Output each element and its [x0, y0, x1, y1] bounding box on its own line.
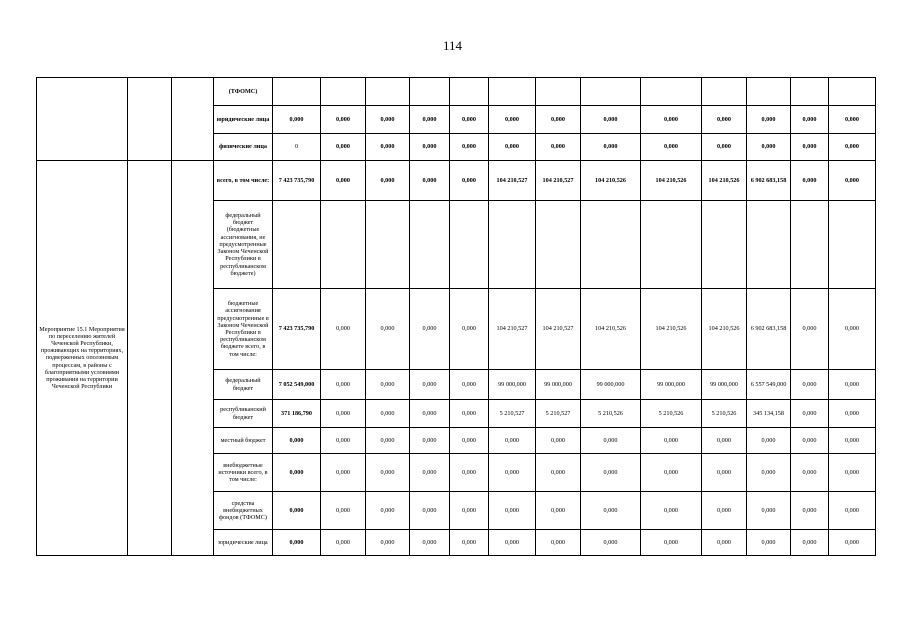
value-cell: [366, 201, 410, 289]
value-cell: 0,000: [536, 428, 581, 454]
value-cell: 7 052 549,000: [273, 370, 321, 400]
value-cell: 104 210,526: [641, 289, 702, 370]
value-cell: [450, 201, 489, 289]
value-cell: [321, 78, 366, 106]
value-cell: 0,000: [321, 400, 366, 428]
value-cell: 0,000: [702, 530, 747, 556]
value-cell: [321, 201, 366, 289]
value-cell: 0,000: [366, 106, 410, 134]
value-cell: 0,000: [450, 161, 489, 201]
value-cell: 0,000: [410, 106, 450, 134]
value-cell: [581, 201, 641, 289]
value-cell: 104 210,526: [702, 289, 747, 370]
value-cell: 0,000: [641, 106, 702, 134]
value-cell: 0,000: [489, 530, 536, 556]
value-cell: 104 210,527: [489, 289, 536, 370]
value-cell: 0,000: [581, 530, 641, 556]
value-cell: 5 210,527: [536, 400, 581, 428]
value-cell: 0,000: [410, 400, 450, 428]
value-cell: 0,000: [641, 428, 702, 454]
value-cell: 0,000: [581, 106, 641, 134]
value-cell: [450, 78, 489, 106]
table-row: [37, 161, 876, 201]
value-cell: 6 902 683,158: [747, 161, 791, 201]
value-cell: 99 000,000: [536, 370, 581, 400]
value-cell: [791, 78, 829, 106]
value-cell: 0,000: [829, 492, 876, 530]
value-cell: 0,000: [321, 161, 366, 201]
value-cell: 0,000: [366, 454, 410, 492]
value-cell: 0,000: [410, 161, 450, 201]
value-cell: [702, 201, 747, 289]
value-cell: 0,000: [450, 370, 489, 400]
value-cell: 0,000: [321, 454, 366, 492]
value-cell: 0,000: [536, 492, 581, 530]
value-cell: [410, 201, 450, 289]
value-cell: 371 186,790: [273, 400, 321, 428]
value-cell: 99 000,000: [489, 370, 536, 400]
value-cell: 0,000: [321, 428, 366, 454]
source-cell-empty: [172, 78, 214, 161]
value-cell: 0,000: [791, 289, 829, 370]
value-cell: [581, 78, 641, 106]
row-label: федеральный бюджет: [214, 370, 273, 400]
value-cell: [273, 201, 321, 289]
value-cell: 0,000: [791, 530, 829, 556]
value-cell: 345 134,158: [747, 400, 791, 428]
value-cell: 0,000: [450, 428, 489, 454]
value-cell: 6 557 549,000: [747, 370, 791, 400]
value-cell: 0,000: [581, 428, 641, 454]
row-label: республиканский бюджет: [214, 400, 273, 428]
value-cell: 104 210,527: [536, 161, 581, 201]
event-cell-empty: [37, 78, 128, 161]
value-cell: 0,000: [702, 454, 747, 492]
value-cell: [410, 78, 450, 106]
value-cell: 0,000: [747, 428, 791, 454]
page-number: 114: [442, 38, 463, 53]
value-cell: 0,000: [829, 428, 876, 454]
value-cell: 0,000: [273, 492, 321, 530]
value-cell: 0,000: [641, 454, 702, 492]
value-cell: 104 210,527: [489, 161, 536, 201]
value-cell: 0,000: [829, 161, 876, 201]
row-label: федеральный бюджет (бюджетные ассигнования, не предусмотренные Законом Чеченской Республики в республиканском бюджете): [214, 201, 273, 289]
value-cell: 0,000: [450, 400, 489, 428]
value-cell: 0,000: [410, 454, 450, 492]
row-label: средства внебюджетных фондов (ТФОМС): [214, 492, 273, 530]
value-cell: 0,000: [410, 492, 450, 530]
value-cell: 5 210,526: [641, 400, 702, 428]
value-cell: 0,000: [366, 400, 410, 428]
value-cell: 0,000: [829, 370, 876, 400]
row-label: (ТФОМС): [214, 78, 273, 106]
value-cell: [702, 78, 747, 106]
value-cell: 104 210,527: [536, 289, 581, 370]
value-cell: 0,000: [641, 492, 702, 530]
value-cell: 0,000: [321, 106, 366, 134]
value-cell: 0,000: [489, 454, 536, 492]
value-cell: 99 000,000: [581, 370, 641, 400]
value-cell: 104 210,526: [581, 289, 641, 370]
value-cell: [489, 78, 536, 106]
value-cell: 0,000: [410, 289, 450, 370]
value-cell: 0,000: [273, 530, 321, 556]
value-cell: 0,000: [321, 289, 366, 370]
value-cell: 5 210,527: [489, 400, 536, 428]
value-cell: [536, 201, 581, 289]
value-cell: 0,000: [702, 428, 747, 454]
value-cell: 0,000: [273, 428, 321, 454]
value-cell: 0,000: [321, 492, 366, 530]
value-cell: 0,000: [791, 106, 829, 134]
row-label: физические лица: [214, 134, 273, 161]
row-label: всего, в том числе:: [214, 161, 273, 201]
value-cell: 104 210,526: [641, 161, 702, 201]
value-cell: 0,000: [536, 530, 581, 556]
value-cell: 0,000: [791, 134, 829, 161]
value-cell: 0,000: [366, 492, 410, 530]
value-cell: 0,000: [791, 454, 829, 492]
value-cell: 0,000: [581, 454, 641, 492]
value-cell: 0,000: [536, 454, 581, 492]
value-cell: 6 902 683,158: [747, 289, 791, 370]
value-cell: 0,000: [450, 289, 489, 370]
value-cell: 0,000: [410, 530, 450, 556]
value-cell: 0,000: [366, 530, 410, 556]
value-cell: 0,000: [273, 106, 321, 134]
value-cell: 99 000,000: [641, 370, 702, 400]
value-cell: 0,000: [450, 492, 489, 530]
row-label: внебюджетные источники всего, в том числе:: [214, 454, 273, 492]
value-cell: 0,000: [489, 428, 536, 454]
value-cell: 7 423 735,790: [273, 161, 321, 201]
value-cell: 0,000: [747, 454, 791, 492]
value-cell: 0,000: [791, 370, 829, 400]
value-cell: [641, 78, 702, 106]
value-cell: [829, 78, 876, 106]
value-cell: 0,000: [641, 134, 702, 161]
value-cell: 0,000: [366, 134, 410, 161]
value-cell: 0,000: [829, 454, 876, 492]
value-cell: 0,000: [366, 370, 410, 400]
value-cell: 0,000: [450, 106, 489, 134]
value-cell: 0,000: [366, 428, 410, 454]
executor-cell-empty: [128, 161, 172, 556]
value-cell: [273, 78, 321, 106]
value-cell: 0,000: [410, 428, 450, 454]
value-cell: 0,000: [829, 134, 876, 161]
value-cell: 0,000: [829, 289, 876, 370]
value-cell: 0,000: [581, 134, 641, 161]
value-cell: 0,000: [410, 370, 450, 400]
value-cell: 0: [273, 134, 321, 161]
value-cell: 0,000: [747, 106, 791, 134]
value-cell: 99 000,000: [702, 370, 747, 400]
value-cell: [366, 78, 410, 106]
value-cell: 0,000: [450, 530, 489, 556]
value-cell: 0,000: [829, 106, 876, 134]
value-cell: 0,000: [641, 530, 702, 556]
value-cell: 0,000: [489, 492, 536, 530]
value-cell: 0,000: [321, 134, 366, 161]
value-cell: [791, 201, 829, 289]
event-title: Мероприятие 15.1 Мероприятия по переселению жителей Чеченской Республики, проживающих на территориях, подверженных оползневым процессам, в районы с благоприятными условиями проживания на территории Чеченской Республики: [37, 161, 128, 556]
value-cell: 7 423 735,790: [273, 289, 321, 370]
value-cell: [641, 201, 702, 289]
value-cell: [747, 201, 791, 289]
value-cell: 0,000: [829, 400, 876, 428]
row-label: юридические лица: [214, 106, 273, 134]
value-cell: 5 210,526: [702, 400, 747, 428]
value-cell: 0,000: [747, 134, 791, 161]
value-cell: 0,000: [702, 134, 747, 161]
value-cell: 0,000: [366, 161, 410, 201]
value-cell: 0,000: [489, 134, 536, 161]
value-cell: 0,000: [536, 106, 581, 134]
value-cell: 0,000: [273, 454, 321, 492]
value-cell: 0,000: [536, 134, 581, 161]
value-cell: [829, 201, 876, 289]
budget-table: [36, 77, 876, 556]
value-cell: 0,000: [791, 161, 829, 201]
value-cell: [747, 78, 791, 106]
value-cell: 0,000: [702, 492, 747, 530]
value-cell: 0,000: [747, 492, 791, 530]
value-cell: 0,000: [702, 106, 747, 134]
value-cell: 0,000: [366, 289, 410, 370]
value-cell: 0,000: [581, 492, 641, 530]
value-cell: 0,000: [791, 492, 829, 530]
value-cell: [489, 201, 536, 289]
value-cell: [536, 78, 581, 106]
value-cell: 0,000: [747, 530, 791, 556]
table-row: [37, 78, 876, 106]
value-cell: 0,000: [791, 428, 829, 454]
value-cell: 0,000: [410, 134, 450, 161]
value-cell: 0,000: [450, 454, 489, 492]
row-label: юридические лица: [214, 530, 273, 556]
value-cell: 104 210,526: [702, 161, 747, 201]
value-cell: 0,000: [321, 370, 366, 400]
row-label: местный бюджет: [214, 428, 273, 454]
value-cell: 104 210,526: [581, 161, 641, 201]
value-cell: 0,000: [321, 530, 366, 556]
source-cell-empty: [172, 161, 214, 556]
value-cell: 0,000: [791, 400, 829, 428]
executor-cell-empty: [128, 78, 172, 161]
row-label: бюджетные ассигнования предусмотренные в Законом Чеченской Республики в республиканском бюджете всего, в том числе:: [214, 289, 273, 370]
value-cell: 0,000: [489, 106, 536, 134]
value-cell: 0,000: [829, 530, 876, 556]
value-cell: 0,000: [450, 134, 489, 161]
value-cell: 5 210,526: [581, 400, 641, 428]
